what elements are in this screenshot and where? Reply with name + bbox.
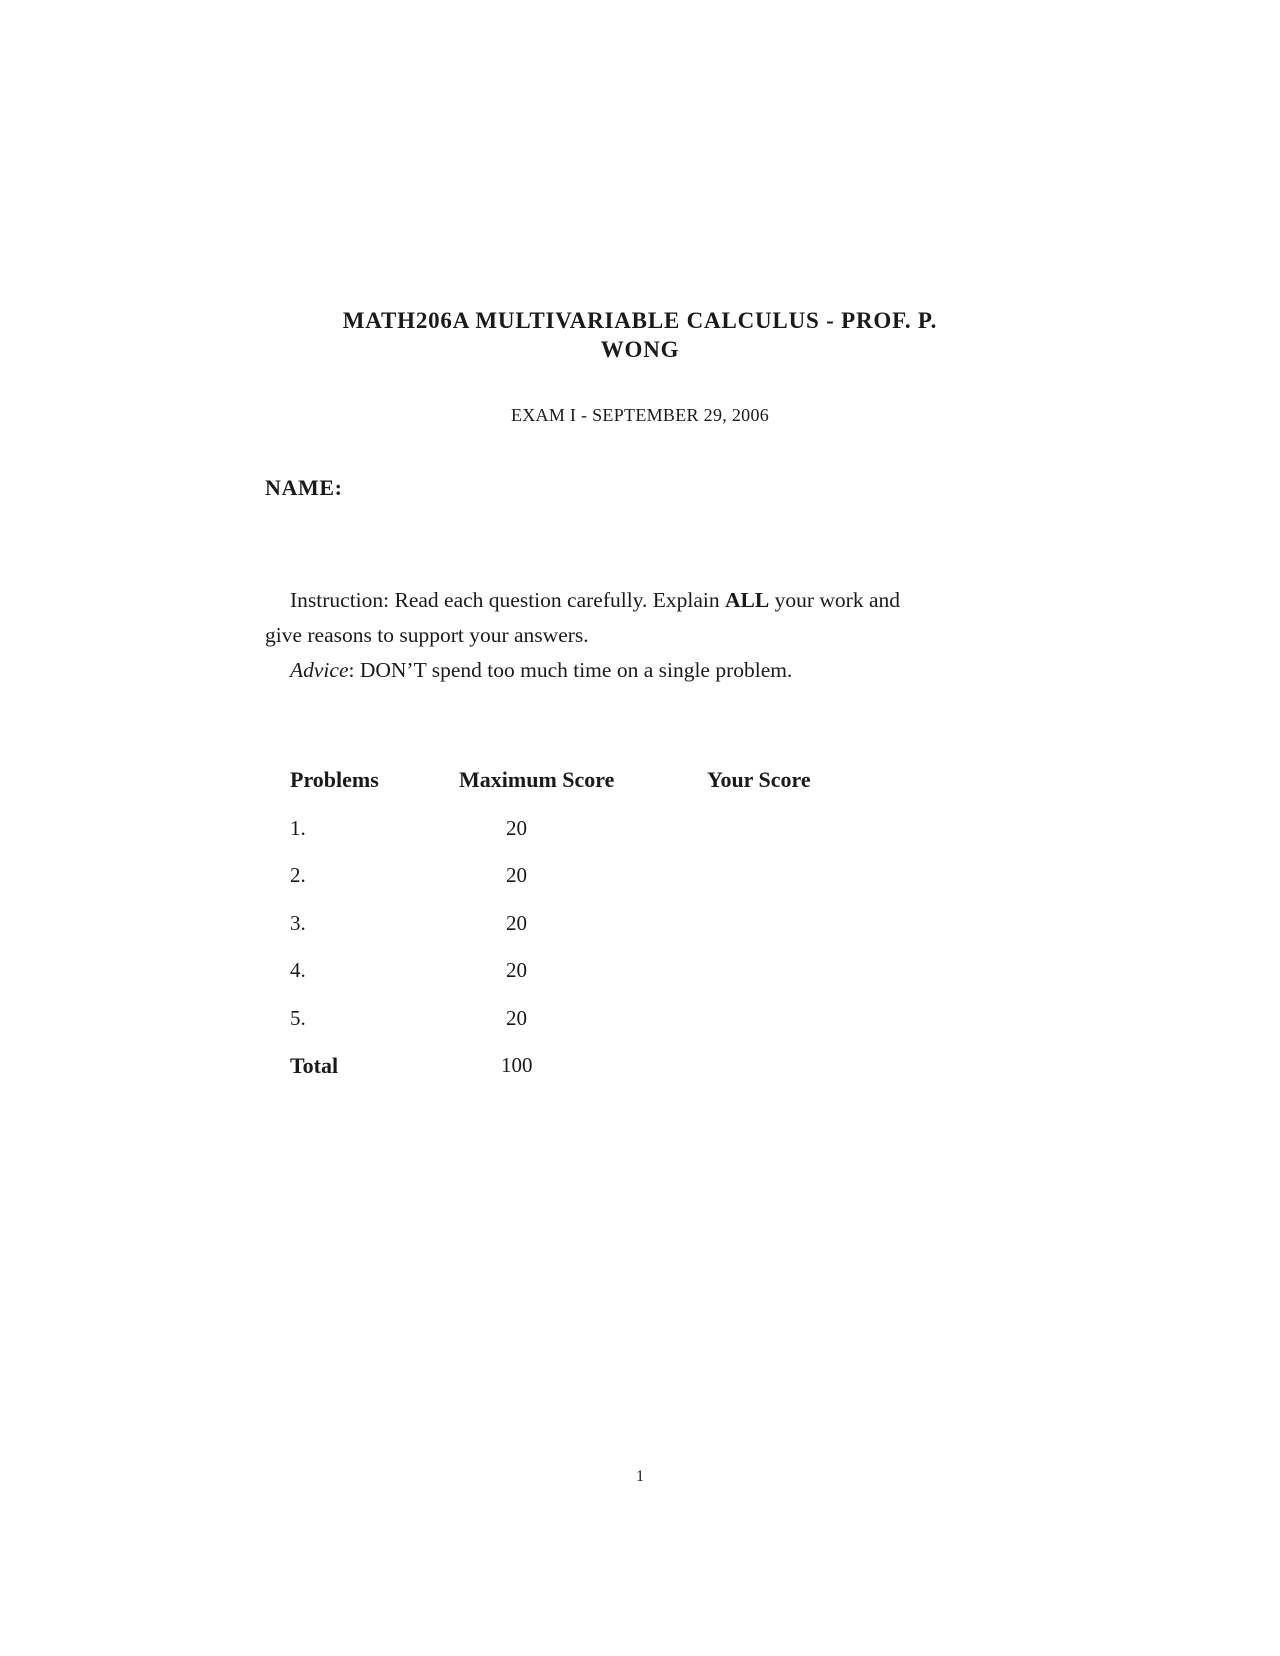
advice-text: : DON’T spend too much time on a single problem. <box>348 658 793 682</box>
instruction-line-2: give reasons to support your answers. <box>265 623 589 647</box>
exam-title-line-1: MATH206A MULTIVARIABLE CALCULUS - PROF. P. <box>342 308 938 333</box>
row-4-problem: 4. <box>290 958 306 982</box>
exam-title-line-2: WONG <box>600 337 680 362</box>
row-2-problem: 2. <box>290 863 306 887</box>
exam-subtitle: EXAM I - SEPTEMBER 29, 2006 <box>510 405 770 425</box>
instruction-line-1 <box>290 588 900 613</box>
row-1-max: 20 <box>506 816 527 840</box>
page-number: 1 <box>636 1468 644 1485</box>
row-5-max: 20 <box>506 1006 527 1030</box>
advice-label: Advice <box>290 658 349 682</box>
instruction-emphasis: ALL <box>725 588 770 612</box>
header-your-score: Your Score <box>707 767 811 792</box>
name-label: NAME: <box>265 475 343 500</box>
row-1-problem: 1. <box>290 816 306 840</box>
instruction-text: Instruction: Read each question carefully. Explain <box>290 588 726 612</box>
total-max: 100 <box>501 1053 533 1077</box>
row-3-max: 20 <box>506 911 527 935</box>
instruction-text-end: your work and <box>769 588 901 612</box>
total-label: Total <box>290 1053 339 1078</box>
header-maximum-score: Maximum Score <box>459 767 615 792</box>
row-5-problem: 5. <box>290 1006 306 1030</box>
advice-line <box>290 658 792 683</box>
row-4-max: 20 <box>506 958 527 982</box>
row-3-problem: 3. <box>290 911 306 935</box>
row-2-max: 20 <box>506 863 527 887</box>
header-problems: Problems <box>290 767 379 792</box>
